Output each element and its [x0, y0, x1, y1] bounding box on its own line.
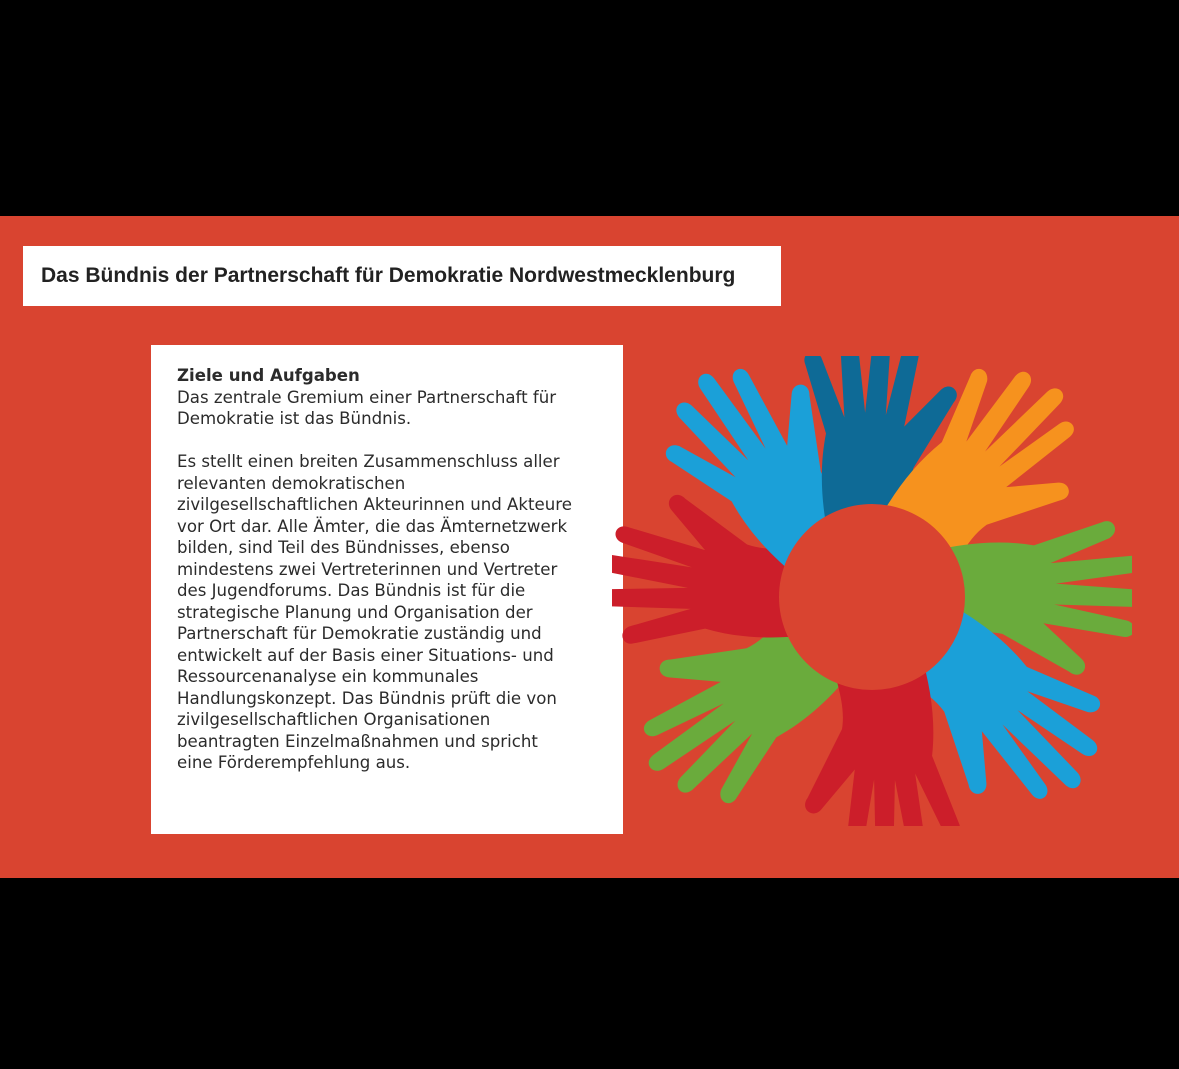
- title-banner: [23, 246, 781, 306]
- page-title: Das Bündnis der Partnerschaft für Demokratie Nordwestmecklenburg: [41, 264, 736, 287]
- intro-paragraph: Das zentrale Gremium einer Partnerschaft für Demokratie ist das Bündnis.: [177, 387, 557, 428]
- center-circle: [779, 504, 965, 690]
- slide-content: [0, 216, 1179, 878]
- section-heading: Ziele und Aufgaben: [177, 366, 360, 385]
- info-panel: [151, 345, 623, 834]
- body-paragraph: Es stellt einen breiten Zusammenschluss aller relevanten demokratischen zivilgesellschaftlichen Akteurinnen und Akteure vor Ort dar. Alle Ämter, die das Ämternetzwerk bilden, sind Teil des Bündnisses, ebenso mindestens zwei Vertreterinnen und Vertreter des Jugendforums. Das Bündnis ist für die strategische Planung und Organisation der Partnerschaft für Demokratie zuständig und entwickelt auf der Basis einer Situations- und Ressourcenanalyse ein kommunales Handlungskonzept. Das Bündnis prüft die von zivilgesellschaftlichen Organisationen beantragten Einzelmaßnahmen und spricht eine Förderempfehlung aus.: [177, 452, 572, 772]
- paragraph-spacer: [177, 430, 605, 452]
- colorful-hands-circle-icon: [612, 356, 1132, 826]
